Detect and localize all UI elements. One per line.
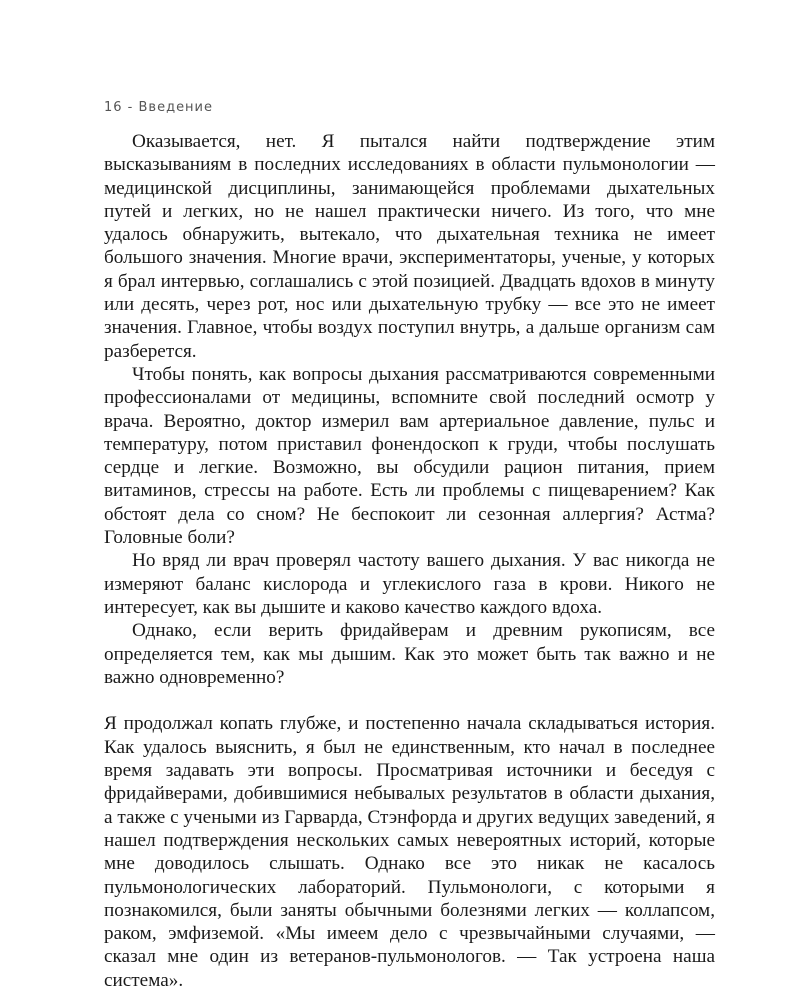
book-page [104, 98, 715, 992]
paragraph-section-start: Я продолжал копать глубже, и постепенно начала складываться история. Как удалось выяснить, я был не единственным, кто начал в последнее время задавать эти вопросы. Просматривая источники и беседуя с фридайверами, добившимися небывалых результатов в области дыхания, а также с учеными из Гарварда, Стэнфорда и других ведущих заведений, я нашел подтверждения нескольких самых невероятных историй, которые мне доводилось слышать. Однако все это никак не касалось пульмонологических лабораторий. Пульмонологи, с которыми я познакомился, были заняты обычными болезнями легких — коллапсом, раком, эмфиземой. «Мы имеем дело с чрезвычайными случаями, — сказал мне один из ветеранов-пульмонологов. — Так устроена наша система». [104, 713, 715, 991]
paragraph: Но вряд ли врач проверял частоту вашего дыхания. У вас никогда не измеряют баланс кислорода и углекислого газа в крови. Никого не интересует, как вы дышите и каково качество каждого вдоха. [104, 550, 715, 618]
paragraph: Чтобы понять, как вопросы дыхания рассматриваются современными профессионалами от медицины, вспомните свой последний осмотр у врача. Вероятно, доктор измерил вам артериальное давление, пульс и температуру, потом приставил фонендоскоп к груди, чтобы послушать сердце и легкие. Возможно, вы обсудили рацион питания, прием витаминов, стрессы на работе. Есть ли проблемы с пищеварением? Как обстоят дела со сном? Не беспокоит ли сезонная аллергия? Астма? Головные боли? [104, 363, 715, 549]
paragraph: Оказывается, нет. Я пытался найти подтверждение этим высказываниям в последних исследованиях в области пульмонологии — медицинской дисциплины, занимающейся проблемами дыхательных путей и легких, но не нашел практически ничего. Из того, что мне удалось обнаружить, вытекало, что дыхательная техника не имеет большого значения. Многие врачи, экспериментаторы, ученые, у которых я брал интервью, соглашались с этой позицией. Двадцать вдохов в минуту или десять, через рот, нос или дыхательную трубку — все это не имеет значения. Главное, чтобы воздух поступил внутрь, а дальше организм сам разберется. [104, 131, 715, 362]
paragraph: Однако, если верить фридайверам и древним рукописям, все определяется тем, как мы дышим. Как это может быть так важно и не важно одновременно? [104, 620, 715, 688]
body-text [104, 130, 715, 992]
running-head: 16 - Введение [104, 100, 214, 115]
